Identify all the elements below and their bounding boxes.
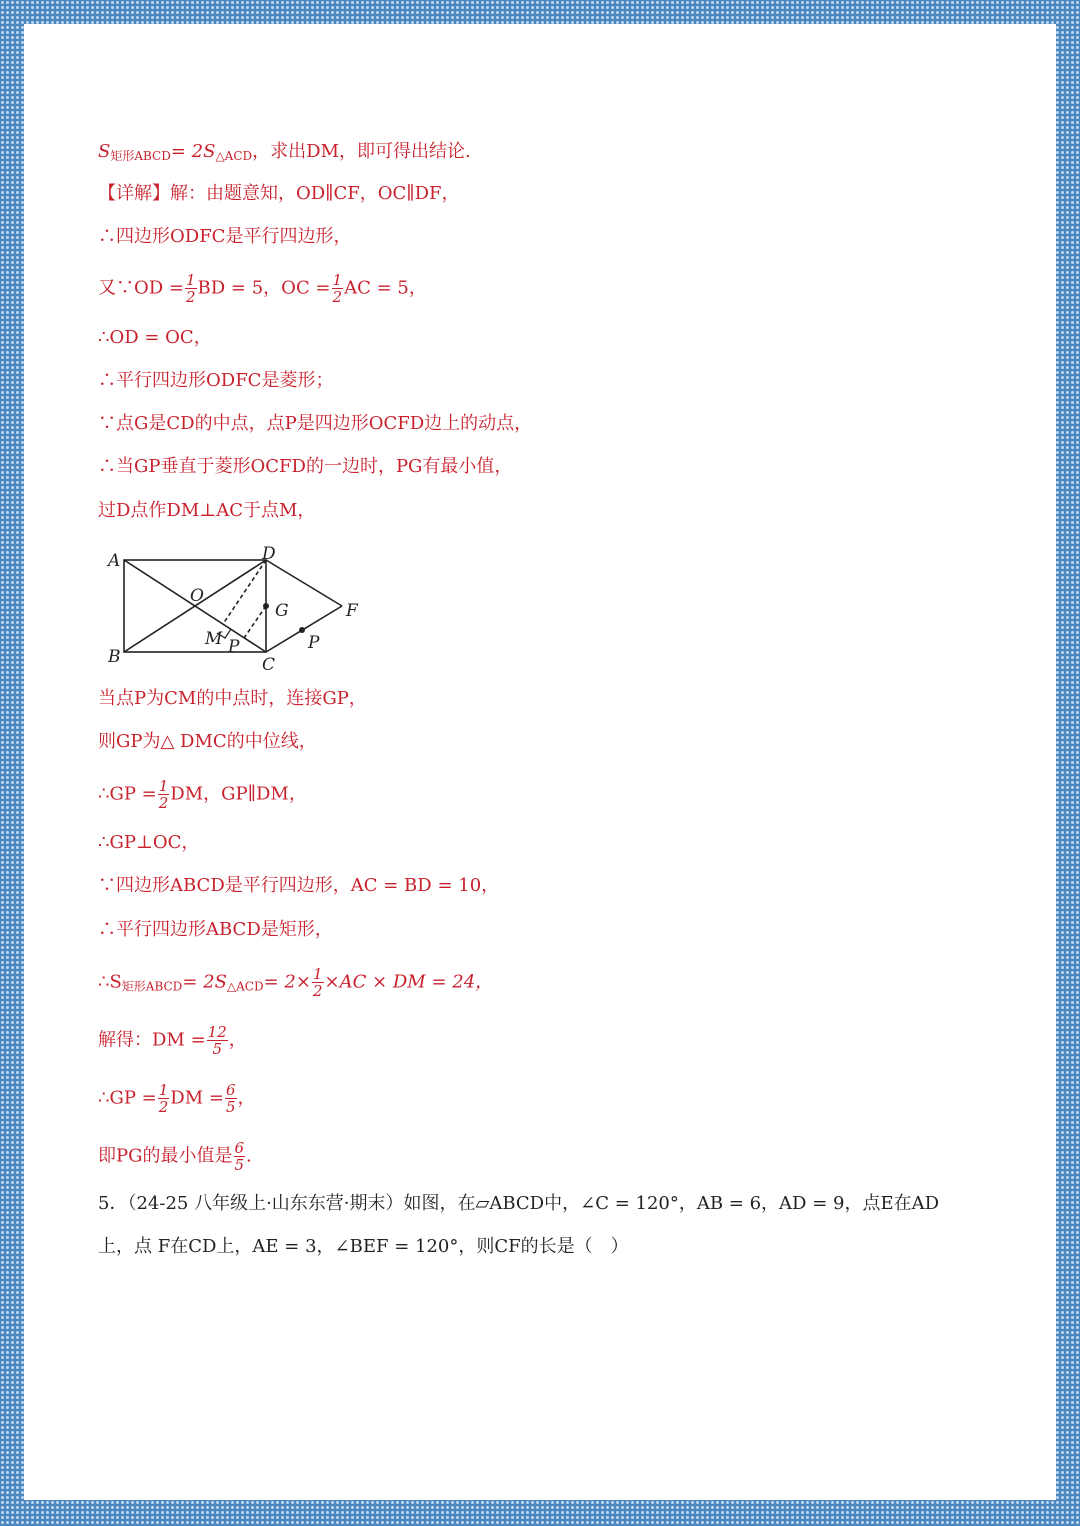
area-symbol: S (98, 141, 111, 162)
label-o: O (190, 586, 204, 606)
fraction (158, 778, 170, 811)
label-f: F (346, 601, 358, 621)
denominator: 2 (158, 794, 169, 812)
text: ， (228, 1029, 247, 1051)
subscript: △ACD (215, 149, 253, 163)
line-6: ∴平行四边形ODFC是菱形； (98, 370, 334, 391)
line-8: ∴当GP垂直于菱形OCFD的一边时，PG有最小值， (98, 456, 513, 477)
label-c: C (262, 655, 276, 672)
segment-df (266, 560, 342, 606)
geometry-figure (104, 544, 404, 672)
label-b: B (108, 647, 121, 667)
math-text: = 2S (170, 141, 216, 162)
fraction (225, 1082, 237, 1115)
label-d: D (262, 544, 276, 564)
subscript: △ACD (226, 979, 264, 994)
numerator: 1 (332, 271, 343, 289)
text: DM，GP∥DM， (170, 783, 307, 805)
text: BD = 5，OC = (197, 277, 331, 299)
point-g (263, 603, 269, 609)
line-11: 则GP为△ DMC的中位线， (98, 731, 317, 752)
line-1 (98, 140, 471, 168)
question-5-line-2: 上，点 F在CD上，AE = 3，∠BEF = 120°，则CF的长是（ ） (98, 1236, 629, 1257)
text: 又∵OD = (98, 277, 184, 299)
label-p-on-cf: P (308, 633, 320, 653)
numerator: 1 (312, 965, 323, 983)
text: . (246, 1145, 252, 1167)
subscript: 矩形ABCD (110, 149, 171, 163)
line-18 (98, 1082, 256, 1115)
question-5-line-1: 5．（24-25 八年级上·山东东营·期末）如图，在▱ABCD中，∠C = 120°，AB = 6，AD = 9，点E在AD (98, 1193, 940, 1214)
text: ，求出DM，即可得出结论. (252, 141, 471, 162)
line-9: 过D点作DM⊥AC于点M， (98, 500, 316, 521)
math-text: ×AC × DM = 24， (324, 971, 494, 993)
text: 解得：DM = (98, 1029, 206, 1051)
label-m: M (205, 629, 223, 649)
line-10: 当点P为CM的中点时，连接GP， (98, 688, 367, 709)
numerator: 1 (158, 777, 169, 795)
fraction (312, 966, 324, 999)
denominator: 5 (225, 1098, 236, 1116)
denominator: 2 (312, 982, 323, 1000)
label-g: G (275, 601, 289, 621)
line-3: ∴四边形ODFC是平行四边形， (98, 226, 352, 247)
denominator: 2 (186, 288, 196, 306)
line-4 (98, 272, 427, 305)
line-12 (98, 778, 307, 811)
numerator: 6 (225, 1081, 236, 1099)
point-p-on-cf (299, 627, 305, 633)
text: ， (237, 1087, 256, 1109)
numerator: 12 (207, 1023, 227, 1041)
line-7: ∵点G是CD的中点，点P是四边形OCFD边上的动点， (98, 413, 533, 434)
text: 即PG的最小值是 (98, 1145, 233, 1167)
fraction (185, 272, 197, 305)
line-19 (98, 1140, 252, 1173)
label-a: A (108, 551, 121, 571)
denominator: 2 (332, 288, 343, 306)
numerator: 1 (158, 1081, 169, 1099)
numerator: 6 (234, 1139, 245, 1157)
label-p-on-oc: P (228, 637, 240, 657)
text: AC = 5， (344, 277, 427, 299)
line-2: 【详解】解：由题意知，OD∥CF，OC∥DF， (98, 183, 460, 204)
text: ∴S (98, 971, 122, 993)
denominator: 2 (158, 1098, 169, 1116)
math-text: = 2S (182, 971, 227, 993)
line-15: ∴平行四边形ABCD是矩形， (98, 919, 333, 940)
fraction (332, 272, 344, 305)
line-13: ∴GP⊥OC， (98, 832, 200, 853)
text: ∴GP = (98, 1087, 157, 1109)
denominator: 5 (234, 1156, 245, 1174)
fraction (207, 1024, 228, 1057)
line-17 (98, 1024, 247, 1057)
text: ∴GP = (98, 783, 157, 805)
subscript: 矩形ABCD (121, 979, 183, 994)
numerator: 1 (186, 271, 196, 289)
line-5: ∴OD = OC， (98, 327, 212, 348)
line-14: ∵四边形ABCD是平行四边形，AC = BD = 10， (98, 875, 500, 896)
segment-gp (244, 606, 266, 638)
fraction (234, 1140, 246, 1173)
denominator: 5 (212, 1040, 222, 1058)
text: DM = (170, 1087, 224, 1109)
document-page (24, 24, 1056, 1500)
math-text: = 2× (263, 971, 311, 993)
line-16 (98, 966, 493, 999)
fraction (158, 1082, 170, 1115)
